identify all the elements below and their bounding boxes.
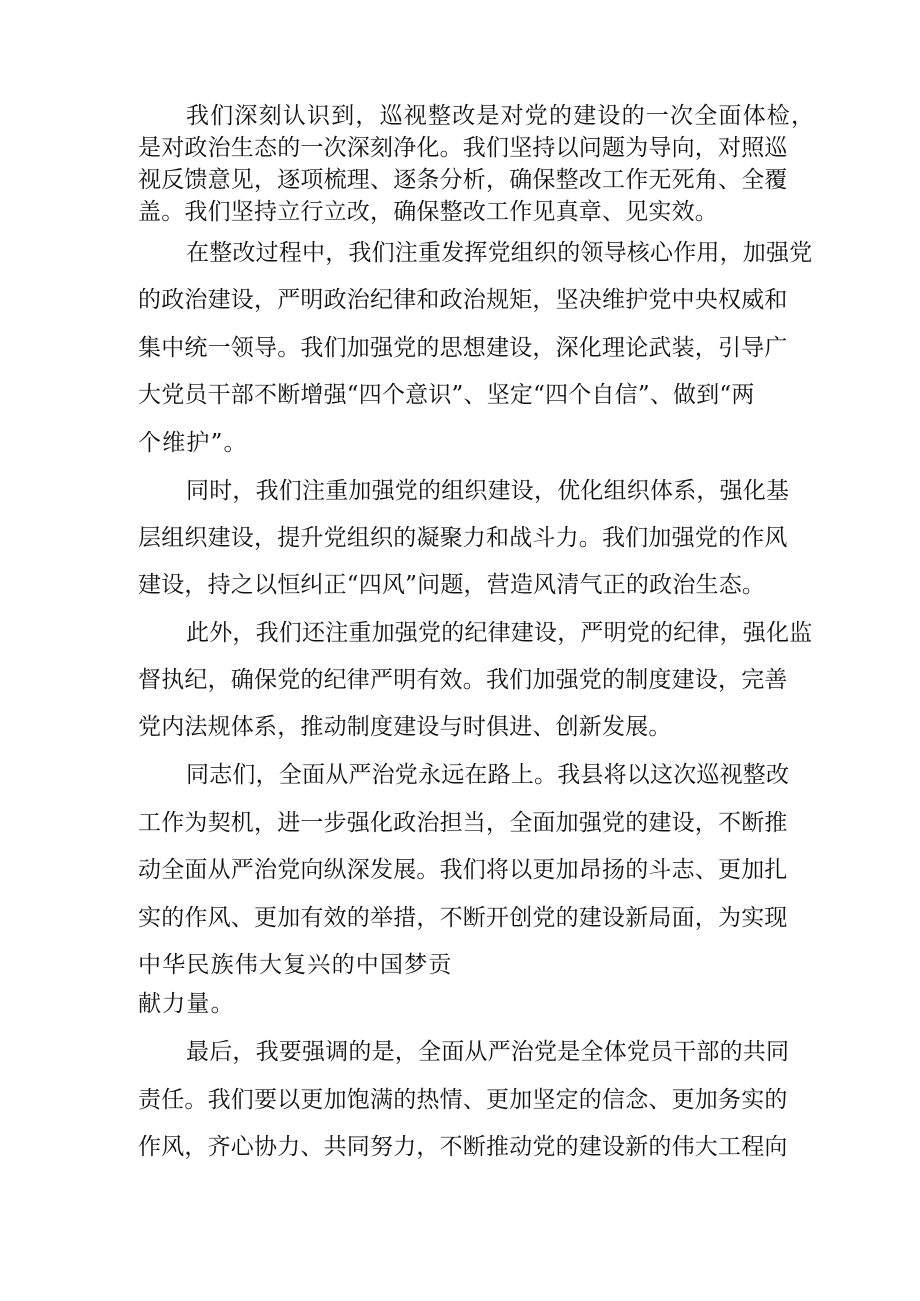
paragraph-line: 个维护”。: [138, 430, 248, 456]
paragraph-line: 我们深刻认识到，巡视整改是对党的建设的一次全面体检，: [186, 103, 816, 129]
paragraph-line: 盖。我们坚持立行立改，确保整改工作见真章、见实效。: [138, 199, 718, 225]
paragraph-line: 工作为契机，进一步强化政治担当，全面加强党的建设，不断推: [138, 810, 788, 836]
paragraph-line: 同时，我们注重加强党的组织建设，优化组织体系，强化基: [186, 478, 790, 504]
paragraph-line: 责任。我们要以更加饱满的热情、更加坚定的信念、更加务实的: [138, 1087, 788, 1113]
paragraph-line: 作风，齐心协力、共同努力，不断推动党的建设新的伟大工程向: [138, 1134, 788, 1160]
paragraph-line: 党内法规体系，推动制度建设与时俱进、创新发展。: [138, 714, 672, 740]
paragraph-line: 在整改过程中，我们注重发挥党组织的领导核心作用，加强党: [186, 240, 813, 266]
paragraph-line: 建设，持之以恒纠正“四风”问题，营造风清气正的政治生态。: [138, 572, 766, 598]
paragraph-line: 中华民族伟大复兴的中国梦贡: [138, 952, 453, 978]
paragraph-line: 层组织建设，提升党组织的凝聚力和战斗力。我们加强党的作风: [138, 525, 788, 551]
paragraph-line: 集中统一领导。我们加强党的思想建设，深化理论武装，引导广: [138, 335, 788, 361]
paragraph-line: 同志们，全面从严治党永远在路上。我县将以这次巡视整改: [186, 762, 790, 788]
paragraph-line: 动全面从严治党向纵深发展。我们将以更加昂扬的斗志、更加扎: [138, 857, 788, 883]
paragraph-line: 视反馈意见，逐项梳理、逐条分析，确保整改工作无死角、全覆: [138, 167, 788, 193]
paragraph-line: 实的作风、更加有效的举措，不断开创党的建设新局面，为实现: [138, 905, 788, 931]
paragraph-line: 大党员干部不断增强“四个意识”、坚定“四个自信”、做到“两: [138, 382, 755, 408]
paragraph-line: 督执纪，确保党的纪律严明有效。我们加强党的制度建设，完善: [138, 667, 788, 693]
paragraph-line: 是对政治生态的一次深刻净化。我们坚持以问题为导向，对照巡: [138, 135, 788, 161]
paragraph-line: 献力量。: [138, 991, 235, 1017]
paragraph-line: 此外，我们还注重加强党的纪律建设，严明党的纪律，强化监: [186, 620, 813, 646]
paragraph-line: 最后，我要强调的是，全面从严治党是全体党员干部的共同: [186, 1039, 790, 1065]
paragraph-line: 的政治建设，严明政治纪律和政治规矩，坚决维护党中央权威和: [138, 287, 788, 313]
